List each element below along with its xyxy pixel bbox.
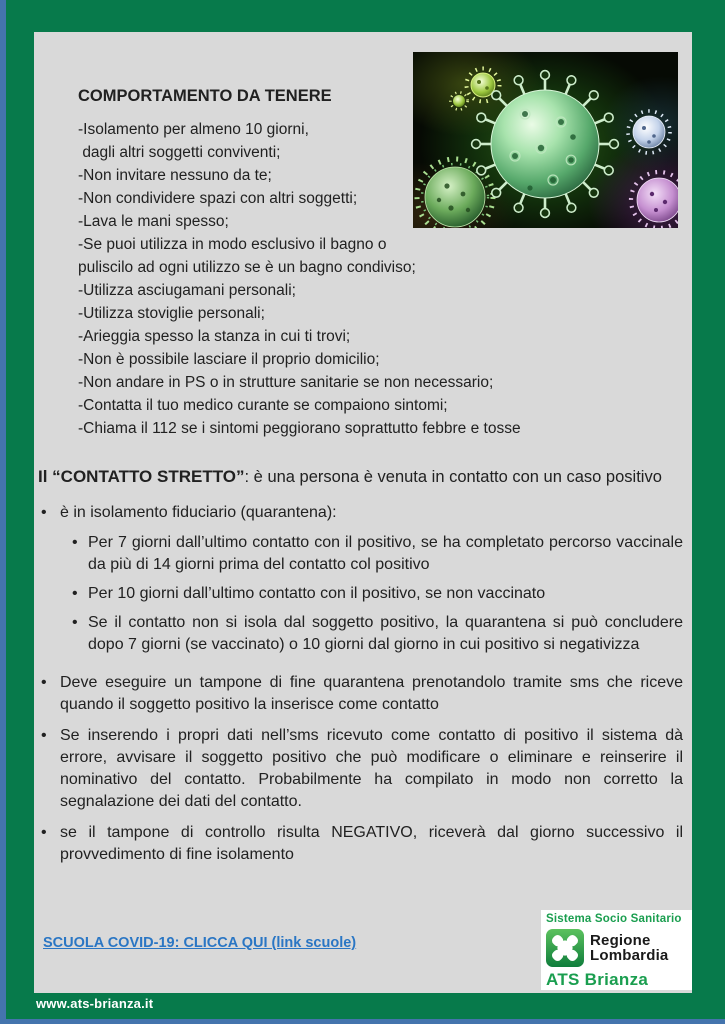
bullet-text: Deve eseguire un tampone di fine quarantena prenotandolo tramite sms che riceve quando il soggetto positivo la inserisce come contatto [60,674,683,713]
document-page [6,0,725,1019]
sub-bullet-item [72,612,683,656]
sub-bullet-list [60,532,683,656]
sub-bullet-text: Per 7 giorni dall’ultimo contatto con il positivo, se ha completato percorso vaccinale da più di 14 giorni prima del contatto col positivo [88,534,683,573]
contact-heading-rest: : è una persona è venuta in contatto con un caso positivo [244,468,662,486]
contact-bullet-list [38,502,683,866]
bullet-marker: • [72,534,78,551]
bullet-marker: • [41,727,47,744]
behavior-line: -Non invitare nessuno da te; [78,167,272,184]
sub-bullet-text: Per 10 giorni dall’ultimo contatto con il positivo, se non vaccinato [88,585,546,602]
behavior-line: -Non condividere spazi con altri soggetti; [78,190,358,207]
regione-lombardia-logo [541,910,692,990]
bullet-marker: • [41,504,47,521]
sub-bullet-item [72,583,683,605]
contact-heading-bold: Il “CONTATTO STRETTO” [38,467,245,486]
bullet-item [38,672,683,716]
sub-bullet-text: Se il contatto non si isola dal soggetto positivo, la quarantena si può concludere dopo 7 giorni (se vaccinato) o 10 giorni dal giorno in cui positivo si negativizza [88,614,683,653]
behavior-line: -Se puoi utilizza in modo esclusivo il bagno o puliscilo ad ogni utilizzo se è un bagno condiviso; [78,236,416,276]
bullet-text: se il tampone di controllo risulta NEGATIVO, riceverà dal giorno successivo il provvedimento di fine isolamento [60,824,683,863]
school-covid-link[interactable]: SCUOLA COVID-19: CLICCA QUI (link scuole) [43,935,357,951]
behavior-line: -Arieggia spesso la stanza in cui ti trovi; [78,328,351,345]
contact-section [38,466,683,866]
bullet-text: Se inserendo i propri dati nell’sms ricevuto come contatto di positivo il sistema dà errore, avvisare il soggetto positivo che può modificare o eliminare e reinserire il nominativo del contatto. Probabilmente ha compilato in modo non corretto la segnalazione dei dati del contatto. [60,727,683,810]
virus-green-center [472,71,619,218]
regione-lombardia-wordmark: Regione Lombardia [590,932,669,964]
footer-website-url: www.ats-brianza.it [36,996,154,1011]
behavior-line: -Isolamento per almeno 10 giorni, [78,121,309,138]
sistema-socio-sanitario-label: Sistema Socio Sanitario [546,913,682,925]
bullet-marker: • [41,824,47,841]
bullet-marker: • [72,585,78,602]
sub-bullet-item [72,532,683,576]
behavior-line: -Chiama il 112 se i sintomi peggiorano soprattutto febbre e tosse [78,420,521,437]
document-content [34,32,692,993]
virus-image [413,52,678,228]
behavior-line: -Contatta il tuo medico curante se compaiono sintomi; [78,397,448,414]
contact-heading [38,466,683,488]
bullet-item [38,502,683,663]
bullet-text: è in isolamento fiduciario (quarantena): [60,504,337,521]
behavior-line: -Non è possibile lasciare il proprio domicilio; [78,351,380,368]
behavior-line: -Utilizza asciugamani personali; [78,282,296,299]
behavior-title: COMPORTAMENTO DA TENERE [78,87,332,105]
behavior-line: -Utilizza stoviglie personali; [78,305,265,322]
virus-illustration-svg [413,52,678,228]
behavior-line: -Non andare in PS o in strutture sanitarie se non necessario; [78,374,494,391]
bullet-marker: • [72,614,78,631]
bullet-marker: • [41,674,47,691]
ats-brianza-label: ATS Brianza [546,970,649,989]
bullet-item [38,822,683,866]
rosa-camuna-icon [546,929,584,967]
behavior-line: dagli altri soggetti conviventi; [78,144,281,161]
behavior-line: -Lava le mani spesso; [78,213,229,230]
bullet-item [38,725,683,813]
